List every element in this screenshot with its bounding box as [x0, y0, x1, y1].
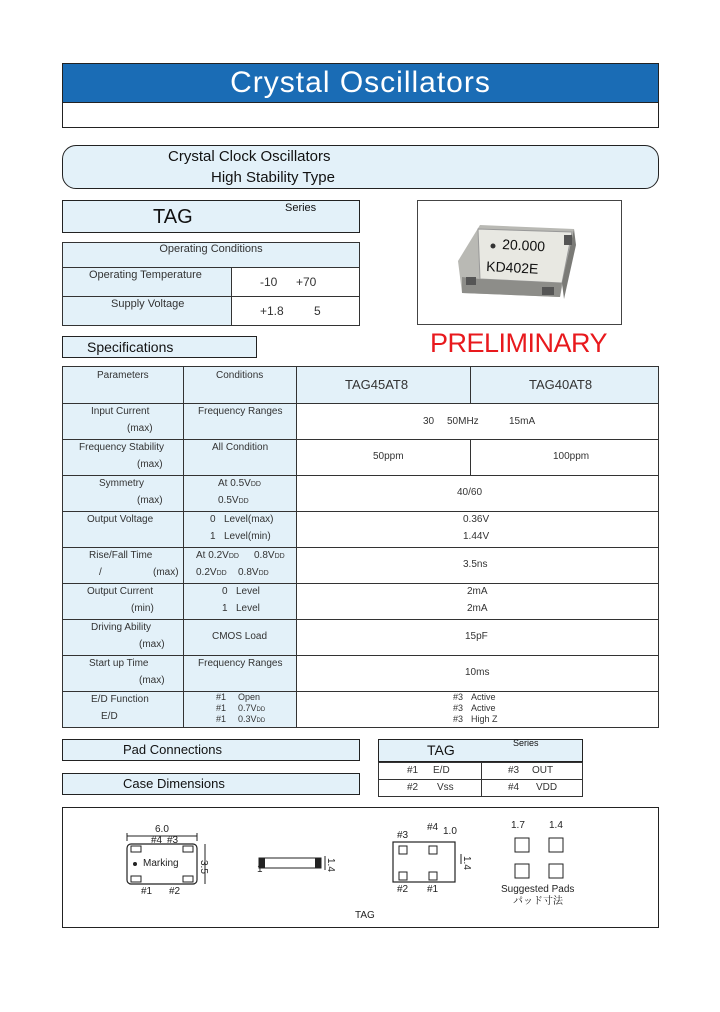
input-current-param: Input Current (max) [63, 404, 184, 440]
symmetry-cond: At 0.5VDD 0.5VDD [184, 476, 297, 512]
output-current-cond: 0 Level 1 Level [184, 584, 297, 620]
op-temp-min: -10 [260, 275, 278, 289]
hdr-cond-cell [184, 367, 297, 404]
case-dimensions-title: Case Dimensions [62, 773, 360, 795]
dimension-diagram [63, 808, 660, 929]
operating-conditions-title: Operating Conditions [63, 243, 360, 268]
specifications-title: Specifications [62, 336, 257, 358]
symmetry-value: 40/60 [297, 476, 659, 512]
hdr-model2-cell [471, 367, 659, 404]
svg-text:1.4: 1.4 [461, 856, 472, 870]
input-current-value: 30 50MHz 15mA [297, 404, 659, 440]
supply-value-cell [232, 297, 360, 326]
dim-pad-h: 1.4 [549, 820, 563, 831]
suggested-pads-label: Suggested Pads [501, 884, 575, 895]
pin-1-cell: #1 E/D [379, 763, 482, 780]
preliminary-stamp: PRELIMINARY [430, 328, 608, 358]
startup-param: Start up Time (max) [63, 656, 184, 692]
title-underline-band [63, 102, 658, 128]
photo-code: KD402E [485, 258, 539, 277]
svg-text:#4: #4 [151, 835, 163, 846]
dimension-caption: TAG [355, 910, 375, 921]
startup-value: 10ms [297, 656, 659, 692]
rise-fall-param: Rise/Fall Time / (max) [63, 548, 184, 584]
series-label: Series [285, 202, 317, 214]
output-current-param: Output Current (min) [63, 584, 184, 620]
op-temp-value-cell [232, 268, 360, 297]
svg-text:#3: #3 [397, 830, 409, 841]
dim-width: 6.0 [155, 824, 169, 835]
supply-max: 5 [314, 304, 321, 318]
freq-stab-param: Frequency Stability (max) [63, 440, 184, 476]
ed-param: E/D Function E/D [63, 692, 184, 728]
pin-2-cell: #2 Vss [379, 780, 482, 797]
svg-text:#2: #2 [169, 886, 181, 897]
freq-stab-cond: All Condition [184, 440, 297, 476]
operating-conditions-table [62, 242, 360, 326]
hdr-model2: TAG40AT8 [529, 377, 593, 392]
startup-cond: Frequency Ranges [184, 656, 297, 692]
pin-table [378, 762, 583, 797]
pin-3-cell: #3 OUT [482, 763, 583, 780]
subtitle-line1: Crystal Clock Oscillators [168, 148, 331, 165]
product-photo [417, 200, 622, 325]
page-title: Crystal Oscillators [63, 64, 658, 102]
input-current-cond: Frequency Ranges [184, 404, 297, 440]
photo-freq: 20.000 [501, 236, 546, 255]
series-box [62, 200, 360, 233]
suggested-pads-jp: パッド寸法 [513, 896, 563, 907]
dim-pad-w: 1.7 [511, 820, 525, 831]
series-name: TAG [153, 206, 193, 228]
rise-fall-cond: At 0.2VDD 0.8VDD 0.2VDD 0.8VDD [184, 548, 297, 584]
hdr-param-cell [63, 367, 184, 404]
oscillator-image [418, 201, 623, 326]
hdr-cond: Conditions [216, 370, 264, 381]
svg-text:#1: #1 [427, 884, 439, 895]
output-current-value: 2mA 2mA [297, 584, 659, 620]
ed-value: #3 Active #3 Active #3 High Z [297, 692, 659, 728]
svg-text:#1: #1 [141, 886, 153, 897]
driving-value: 15pF [297, 620, 659, 656]
pad-series-box [378, 739, 583, 762]
header-box [62, 63, 659, 128]
pad-series-name: TAG [427, 742, 455, 758]
supply-label-cell [63, 297, 232, 326]
dim-thickness: 1.4 [325, 858, 336, 872]
specifications-table [62, 366, 659, 728]
pin-4-cell: #4 VDD [482, 780, 583, 797]
freq-stab-value-a: 50ppm [297, 440, 471, 476]
op-temp-label-cell [63, 268, 232, 297]
subtitle-line2: High Stability Type [211, 169, 335, 186]
op-temp-max: +70 [296, 275, 317, 289]
case-dimensions-drawing [62, 807, 659, 928]
driving-cond: CMOS Load [184, 620, 297, 656]
op-temp-label: Operating Temperature [89, 269, 202, 281]
output-voltage-value: 0.36V 1.44V [297, 512, 659, 548]
driving-param: Driving Ability (max) [63, 620, 184, 656]
supply-label: Supply Voltage [111, 298, 185, 310]
freq-stab-value-b: 100ppm [471, 440, 659, 476]
dim-lead: 1 [257, 864, 263, 875]
dim-marking: Marking [143, 858, 179, 869]
svg-text:#3: #3 [167, 835, 179, 846]
dim-height: 3.5 [198, 860, 209, 874]
supply-min: +1.8 [260, 304, 284, 318]
rise-fall-value: 3.5ns [297, 548, 659, 584]
symmetry-param: Symmetry (max) [63, 476, 184, 512]
dim-pad: 1.0 [443, 826, 457, 837]
ed-cond: #1 Open #1 0.7VDD #1 0.3VDD [184, 692, 297, 728]
hdr-model1: TAG45AT8 [345, 377, 409, 392]
svg-text:#2: #2 [397, 884, 409, 895]
subtitle-box [62, 145, 659, 189]
output-voltage-param: Output Voltage [63, 512, 184, 548]
hdr-param: Parameters [97, 370, 149, 381]
pad-series-label: Series [513, 738, 539, 748]
svg-text:#4: #4 [427, 822, 439, 833]
pad-connections-title: Pad Connections [62, 739, 360, 761]
output-voltage-cond: 0 Level(max) 1 Level(min) [184, 512, 297, 548]
hdr-model1-cell [297, 367, 471, 404]
